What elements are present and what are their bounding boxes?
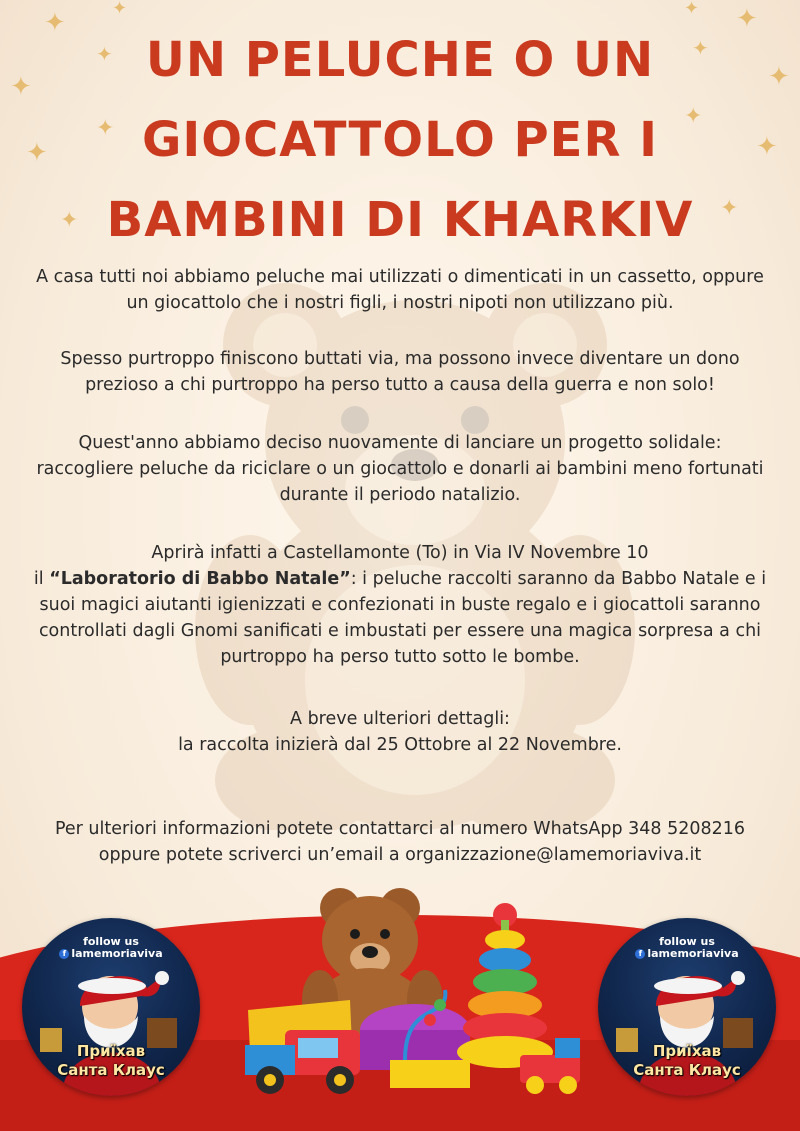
title-line-1: UN PELUCHE O UN [145, 32, 655, 88]
star-icon: ✦ [96, 42, 113, 66]
laboratory-name: “Laboratorio di Babbo Natale” [49, 569, 351, 589]
badge-handle [22, 948, 200, 960]
social-badge-left[interactable] [22, 918, 200, 1096]
paragraph-dates [30, 706, 770, 758]
toys-illustration [240, 880, 600, 1100]
badge-caption-line-2: Санта Клаус [633, 1061, 741, 1079]
star-icon: ✦ [756, 132, 778, 162]
star-icon: ✦ [692, 36, 709, 60]
dates-line-1: A breve ulteriori dettagli: [290, 709, 510, 729]
star-icon: ✦ [684, 0, 700, 19]
badge-handle-text: lamemoriaviva [71, 947, 163, 960]
star-icon: ✦ [96, 116, 115, 141]
paragraph-waste: Spesso purtroppo finiscono buttati via, ma possono invece diventare un dono prezioso a chi purtroppo ha perso tutto a causa della guerra e non solo! [60, 349, 740, 395]
laboratory-prefix: il [33, 569, 50, 589]
badge-handle [598, 948, 776, 960]
star-icon: ✦ [112, 0, 128, 19]
dates-line-2: la raccolta inizierà dal 25 Ottobre al 22 Novembre. [178, 735, 622, 755]
star-icon: ✦ [26, 138, 48, 168]
star-icon: ✦ [60, 208, 79, 233]
star-icon: ✦ [684, 104, 703, 129]
contact-email[interactable]: oppure potete scriverci un’email a organizzazione@lamemoriaviva.it [98, 845, 702, 865]
facebook-icon: f [635, 949, 645, 959]
star-icon: ✦ [736, 4, 758, 34]
paragraph-project: Quest'anno abbiamo deciso nuovamente di lanciare un progetto solidale: raccogliere peluche da riciclare o un giocattolo e donarli ai bambini meno fortunati durante il periodo natalizio. [36, 433, 764, 505]
toy-truck-icon [245, 1000, 360, 1094]
star-icon: ✦ [720, 196, 739, 221]
laboratory-description: : i peluche raccolti saranno da Babbo Natale e i suoi magici aiutanti igienizzati e confezionati in buste regalo e i giocattoli saranno controllati dagli Gnomi sanificati e imbustati per essere una magica sorpresa a chi purtroppo ha perso tutto sotto le bombe. [38, 569, 767, 667]
paragraph-intro: A casa tutti noi abbiamo peluche mai utilizzati o dimenticati in un cassetto, oppure un giocattolo che i nostri figli, i nostri nipoti non utilizzano più. [36, 267, 764, 313]
badge-caption-line-1: Приїхав [76, 1042, 146, 1060]
title-line-2: GIOCATTOLO PER I [142, 112, 658, 168]
social-badge-right[interactable] [598, 918, 776, 1096]
title-line-3: BAMBINI DI KHARKIV [106, 192, 694, 248]
paragraph-laboratory [30, 540, 770, 670]
laboratory-intro: Aprirà infatti a Castellamonte (To) in Via IV Novembre 10 [151, 543, 649, 563]
badge-caption-line-1: Приїхав [652, 1042, 722, 1060]
star-icon: ✦ [44, 8, 66, 38]
star-icon: ✦ [768, 62, 790, 92]
badge-follow-text: follow us [83, 935, 139, 948]
facebook-icon: f [59, 949, 69, 959]
badge-follow-text: follow us [659, 935, 715, 948]
star-icon: ✦ [10, 72, 32, 102]
contact-whatsapp: Per ulteriori informazioni potete contattarci al numero WhatsApp 348 5208216 [54, 819, 746, 839]
ring-stacker-icon [457, 903, 553, 1068]
badge-handle-text: lamemoriaviva [647, 947, 739, 960]
paragraph-contacts [30, 816, 770, 868]
badge-caption-line-2: Санта Клаус [57, 1061, 165, 1079]
